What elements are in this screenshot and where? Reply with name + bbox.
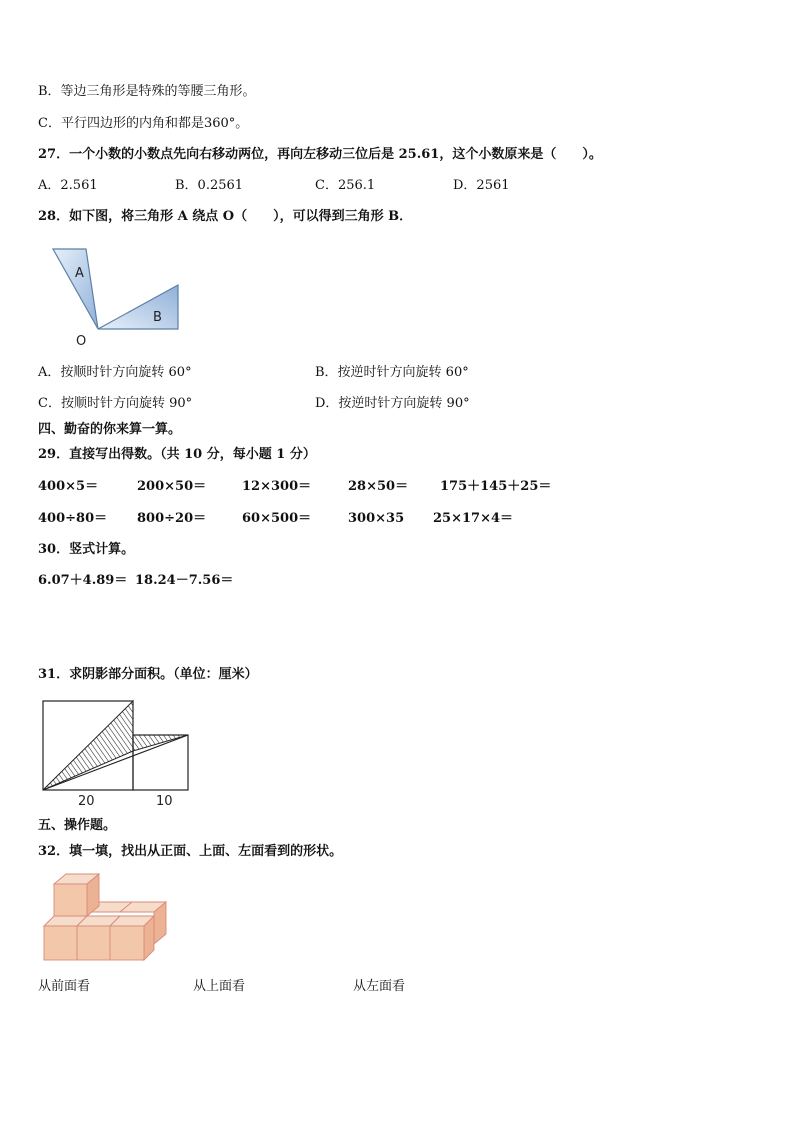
cube-front (77, 926, 110, 960)
q28-option-a: A．按顺时针方向旋转 60° (38, 365, 192, 380)
view-front-label: 从前面看 (38, 979, 91, 994)
label-b: B (153, 310, 162, 325)
q30-item: 6.07＋4.89＝ (38, 573, 128, 588)
shaded-region (43, 701, 133, 790)
q31-stem: 31．求阴影部分面积。（单位：厘米） (38, 667, 258, 682)
q29-item: 300×35 (348, 511, 405, 526)
q26-option-b: B．等边三角形是特殊的等腰三角形。 (38, 84, 256, 99)
q29-stem: 29．直接写出得数。（共 10 分，每小题 1 分） (38, 447, 316, 462)
q29-item: 175＋145＋25＝ (440, 479, 552, 494)
q27-option-a: A．2.561 (38, 178, 98, 193)
q30-item: 18.24－7.56＝ (135, 573, 234, 588)
view-top-label: 从上面看 (193, 979, 246, 994)
q29-item: 800÷20＝ (137, 511, 207, 526)
q29-item: 25×17×4＝ (433, 511, 514, 526)
q27-option-c: C．256.1 (315, 178, 376, 193)
q28-rotation-figure (48, 244, 188, 348)
q28-option-b: B．按逆时针方向旋转 60° (315, 365, 469, 380)
q27-stem: 27．一个小数的小数点先向右移动两位，再向左移动三位后是 25.61，这个小数原来是（ ）。 (38, 147, 602, 162)
section-4-heading: 四、勤奋的你来算一算。 (38, 422, 182, 437)
q28-option-d: D．按逆时针方向旋转 90° (315, 396, 470, 411)
cube-front (44, 926, 77, 960)
q32-stem: 32．填一填，找出从正面、上面、左面看到的形状。 (38, 844, 343, 859)
q29-item: 400×5＝ (38, 479, 99, 494)
q27-option-b: B．0.2561 (175, 178, 244, 193)
q29-item: 400÷80＝ (38, 511, 108, 526)
q32-cube-figure (42, 872, 172, 964)
triangle-a (53, 249, 98, 329)
label-o: O (76, 334, 87, 348)
q29-item: 28×50＝ (348, 479, 409, 494)
label-a: A (75, 266, 84, 281)
cube-front (54, 884, 87, 916)
view-left-label: 从左面看 (353, 979, 406, 994)
label-10: 10 (156, 794, 173, 809)
triangle-b (98, 285, 178, 329)
q29-item: 200×50＝ (137, 479, 207, 494)
section-5-heading: 五、操作题。 (38, 818, 117, 833)
q30-stem: 30．竖式计算。 (38, 542, 135, 557)
shaded-region (133, 735, 188, 751)
q29-item: 12×300＝ (242, 479, 312, 494)
label-20: 20 (78, 794, 95, 809)
cube-front (110, 926, 144, 960)
q31-shaded-area-figure (38, 696, 198, 812)
q28-stem: 28．如下图，将三角形 A 绕点 O（ ），可以得到三角形 B． (38, 209, 413, 224)
q27-option-d: D．2561 (453, 178, 510, 193)
q28-option-c: C．按顺时针方向旋转 90° (38, 396, 193, 411)
q26-option-c: C．平行四边形的内角和都是360°。 (38, 116, 249, 131)
q29-item: 60×500＝ (242, 511, 312, 526)
